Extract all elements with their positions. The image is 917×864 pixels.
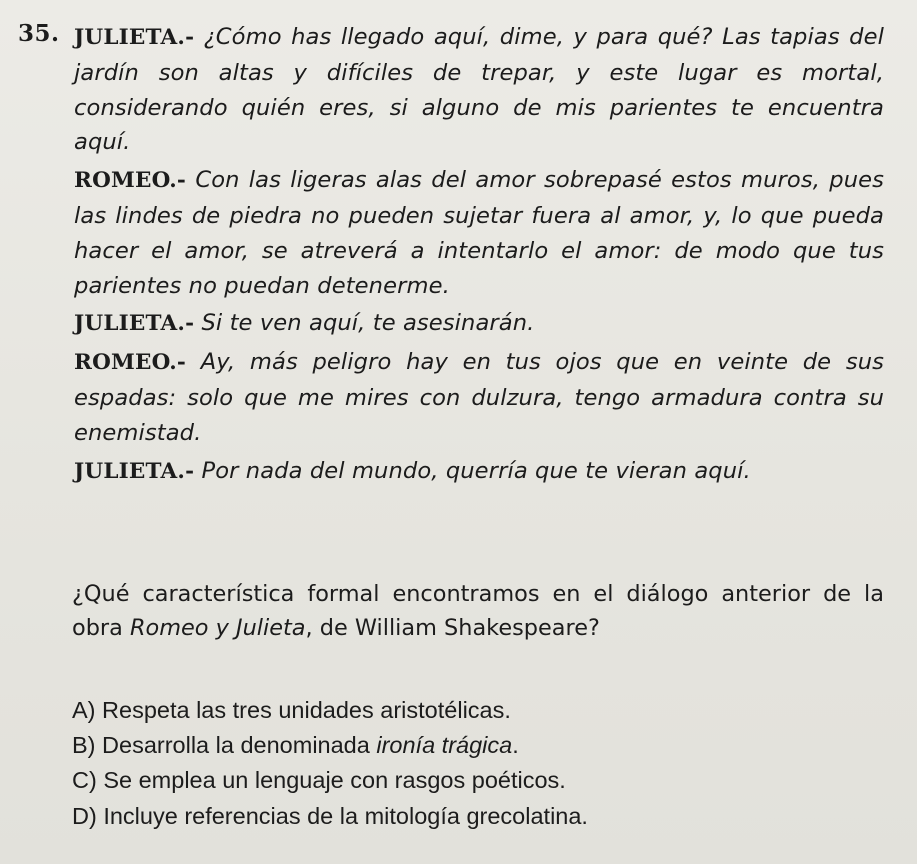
dialogue-line — [74, 163, 884, 303]
speaker-name: JULIETA.- — [74, 25, 195, 50]
option-emphasis: ironía trágica — [376, 732, 513, 759]
dialogue-text: Por nada del mundo, querría que te vieran aquí. — [194, 457, 751, 484]
question-prompt — [72, 577, 884, 645]
dialogue-text: ¿Cómo has llegado aquí, dime, y para qué? Las tapias del jardín son altas y difíciles de trepar, y este lugar es mortal, considerando quién eres, si alguno de mis parientes te encuentra aquí. — [74, 24, 884, 156]
dialogue-line — [74, 20, 884, 160]
option-text: Respeta las tres unidades aristotélicas. — [102, 697, 511, 723]
option-c[interactable] — [72, 763, 588, 798]
dialogue-text: Si te ven aquí, te asesinarán. — [194, 310, 535, 337]
option-letter: B) — [72, 732, 96, 759]
option-text: Se emplea un lenguaje con rasgos poéticos. — [103, 767, 566, 794]
option-b[interactable] — [72, 728, 588, 763]
option-letter: C) — [72, 767, 97, 794]
option-letter: A) — [72, 697, 96, 723]
dialogue-text: Ay, más peligro hay en tus ojos que en veinte de sus espadas: solo que me mires con dulzura, tengo armadura contra su enemistad. — [74, 349, 884, 446]
option-text: Incluye referencias de la mitología grecolatina. — [103, 802, 588, 829]
speaker-name: JULIETA.- — [74, 458, 195, 484]
option-text-end: . — [512, 732, 519, 759]
speaker-name: ROMEO.- — [74, 168, 187, 194]
question-text-start: ¿Qué característica formal encontramos en el diálogo anterior de la obra — [72, 581, 884, 641]
question-number: 35. — [18, 20, 60, 47]
option-letter: D) — [72, 802, 97, 829]
dialogue-line — [74, 345, 884, 450]
dialogue-excerpt — [74, 20, 884, 492]
dialogue-line — [74, 306, 884, 342]
work-title: Romeo y Julieta — [129, 615, 306, 641]
answer-options — [72, 693, 588, 834]
option-text: Desarrolla la denominada — [102, 732, 377, 759]
dialogue-line — [74, 454, 884, 490]
option-d[interactable] — [72, 799, 588, 834]
speaker-name: JULIETA.- — [74, 311, 195, 337]
question-text-end: , de William Shakespeare? — [305, 615, 600, 641]
dialogue-text: Con las ligeras alas del amor sobrepasé estos muros, pues las lindes de piedra no pueden sujetar fuera al amor, y, lo que pueda hacer el amor, se atreverá a intentarlo el amor: de modo que tus parientes no puedan detenerme. — [74, 167, 884, 299]
speaker-name: ROMEO.- — [74, 350, 187, 376]
option-a[interactable] — [72, 693, 588, 728]
